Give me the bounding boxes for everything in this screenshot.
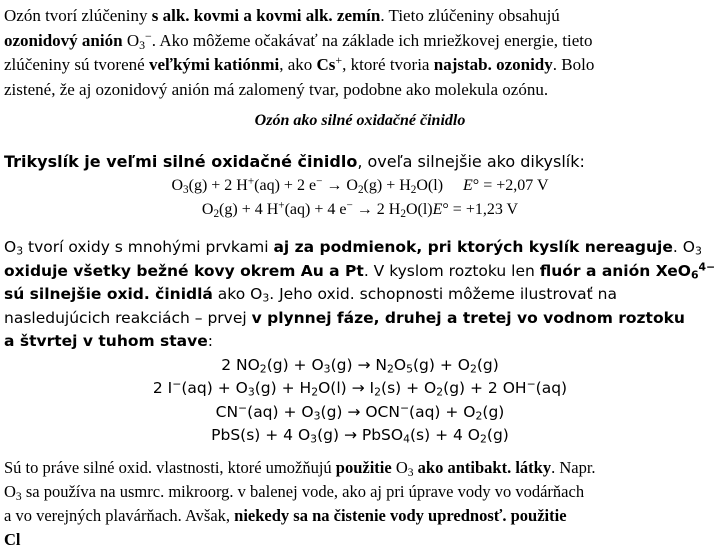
text: (g) + O [266,355,324,374]
text: O [122,30,140,50]
subscript: 3 [323,362,331,376]
text: , ako [279,55,317,74]
text: (g) + 4 H [219,201,279,218]
intro-line-4: zistené, že aj ozonidový anión má zalomený tvar, podobne ako molekula ozónu. [4,79,549,99]
emphasis: oxiduje všetky bežné kovy okrem Au a Pt [4,261,364,280]
potential-value: ° = +1,23 V [442,201,519,218]
subscript: 2 [469,362,477,376]
superscript: − [145,28,152,43]
text: (g) + H [363,177,411,194]
text: O(l) [405,201,433,218]
text: O [4,482,16,501]
emphasis: a štvrtej v tuhom stave [4,332,208,350]
text: CN [215,402,239,421]
arrow: → [342,402,366,421]
text: 2 H [376,201,401,218]
subscript: 2 [374,385,382,399]
text: . Ako môžeme očakávať na základe ich mriežkovej energie, tieto [151,30,593,50]
text: O(l) [318,379,347,397]
arrow: → [352,355,376,374]
subscript: 2 [400,207,406,220]
text: (g) [476,355,499,374]
text: O [393,355,407,374]
subscript: 3 [407,466,414,479]
arrow: → [339,426,362,444]
subscript: 2 [475,409,483,423]
emphasis: s alk. kovmi a kovmi alk. zemín [151,6,381,25]
text: (aq) [535,379,568,397]
text: PbS(s) + 4 O [211,426,311,444]
text: (g) + H [254,379,312,397]
trioxide-paragraph [4,150,716,222]
subscript: 6 [690,268,699,282]
subscript: 3 [262,291,270,305]
reaction-3 [4,401,716,425]
equation-2 [4,198,716,222]
trioxide-line-1 [4,150,716,174]
superscript: + [335,53,343,68]
potential-value: ° = +2,07 V [472,177,549,194]
potential-symbol: E [432,201,443,218]
superscript: − [399,401,410,415]
reaction-4 [4,424,716,448]
text: (g) + 2 H [188,177,248,194]
closing-paragraph [4,456,716,552]
intro-line-2 [4,29,716,54]
oxides-line-2 [4,260,716,284]
closing-line-4 [4,528,716,552]
emphasis: Cs [316,55,336,74]
arrow: → [352,201,377,218]
text: (g) + 2 OH [443,379,527,397]
intro-paragraph [4,4,716,102]
arrow: → [346,379,370,397]
superscript: − [238,401,248,415]
text: a vo verejných plavárňach. Avšak, [4,506,235,525]
oxides-paragraph [4,236,716,448]
emphasis: aj za podmienok, pri ktorých kyslík nereaguje [273,238,673,256]
text: 2 I [152,379,173,397]
text: (s) + 4 O [410,426,480,444]
text: I [369,379,375,397]
superscript: + [247,175,255,188]
emphasis: v plynnej fáze, druhej a tretej vo vodnom roztoku [251,308,685,327]
oxides-line-5 [4,330,716,354]
emphasis: niekedy sa na čistenie vody uprednosť. použitie [234,506,567,525]
subscript: 3 [15,490,22,503]
text: nasledujúcich reakciách – prvej [4,308,252,327]
subscript: 3 [247,385,255,399]
reaction-1 [4,354,716,378]
text: . O [672,238,695,256]
text: O(l) [416,177,444,194]
subscript: 2 [436,385,444,399]
text: N [375,355,387,374]
text: sa používa na usmrc. mikroorg. v balenej vode, ako aj pri úprave vody vo vodárňach [21,482,585,501]
subscript: 2 [311,385,319,399]
subscript: 2 [410,183,417,196]
superscript: − [172,377,182,391]
text: (aq) + O [247,402,314,421]
intro-line-3 [4,53,716,78]
text: tvorí oxidy s mnohými prvkami [23,238,274,256]
subscript: 3 [183,183,189,196]
superscript: − [316,175,323,188]
subscript: 5 [406,362,413,376]
text: . Bolo [552,55,595,74]
text: O [4,238,17,256]
emphasis: Cl [4,530,21,549]
text: PbSO [361,426,404,444]
superscript: + [278,199,285,212]
potential-symbol: E [463,177,473,194]
text: (g) [482,402,505,421]
text: Ozón tvorí zlúčeniny [4,6,152,25]
emphasis: veľkými katiónmi [148,55,280,74]
section-heading: Ozón ako silné oxidačné činidlo [254,112,466,129]
text: Sú to práve silné oxid. vlastnosti, ktoré umožňujú [4,458,336,477]
text: OCN [365,402,400,421]
equation-1 [4,174,716,198]
text: O [391,458,408,477]
oxides-line-3 [4,283,716,307]
emphasis: ozonidový anión [4,30,123,50]
closing-line-1 [4,456,716,480]
subscript: 2 [259,362,267,376]
superscript: − [526,377,536,391]
superscript: 4− [698,260,716,274]
reaction-2 [4,377,716,401]
emphasis: Trikyslík je veľmi silné oxidačné činidlo [4,152,358,171]
oxides-line-1 [4,236,716,260]
emphasis: ako antibakt. látky [417,458,552,477]
subscript: 3 [313,409,321,423]
text: (g) [320,402,343,421]
text: . Tieto zlúčeniny obsahujú [380,6,560,25]
closing-line-3 [4,504,716,528]
text: (s) + O [381,379,437,397]
intro-line-1 [4,4,716,29]
text: O [346,177,358,194]
text: (g) [330,355,353,374]
text: , oveľa silnejšie ako dikyslík: [357,152,585,171]
text: (g) [486,426,509,444]
text: O [171,177,184,194]
text: 2 NO [221,355,260,374]
text: . V kyslom roztoku len [363,261,540,280]
text: : [207,332,213,350]
text: ako O [212,285,263,303]
text: (aq) + 2 e [254,177,317,194]
subscript: 4 [403,432,410,446]
subscript: 2 [213,207,220,220]
arrow: → [322,177,347,194]
text: fluór a anión XeO [539,261,691,280]
text: (g) + O [412,355,470,374]
text: (aq) + O [181,379,248,397]
text: zlúčeniny sú tvorené [4,55,149,74]
subscript: 2 [386,362,394,376]
text: (g) [317,426,340,444]
emphasis: sú silnejšie oxid. činidlá [4,285,213,303]
emphasis [540,262,715,280]
subscript: 3 [139,37,146,52]
oxides-line-4 [4,307,716,331]
subscript: 2 [480,432,487,446]
text: O [201,201,214,218]
emphasis: použitie [335,458,392,477]
text: . Napr. [551,458,596,477]
subscript: 3 [694,244,702,258]
superscript: − [346,199,353,212]
text: (aq) + 4 e [284,201,347,218]
emphasis: najstab. ozonidy [433,55,553,74]
subscript: 2 [357,183,364,196]
text: (aq) + O [409,402,476,421]
closing-line-2 [4,480,716,504]
subscript: 3 [16,244,24,258]
text: , ktoré tvoria [342,55,434,74]
subscript: 3 [310,432,318,446]
text: . Jeho oxid. schopnosti môžeme ilustrovať na [269,285,617,303]
